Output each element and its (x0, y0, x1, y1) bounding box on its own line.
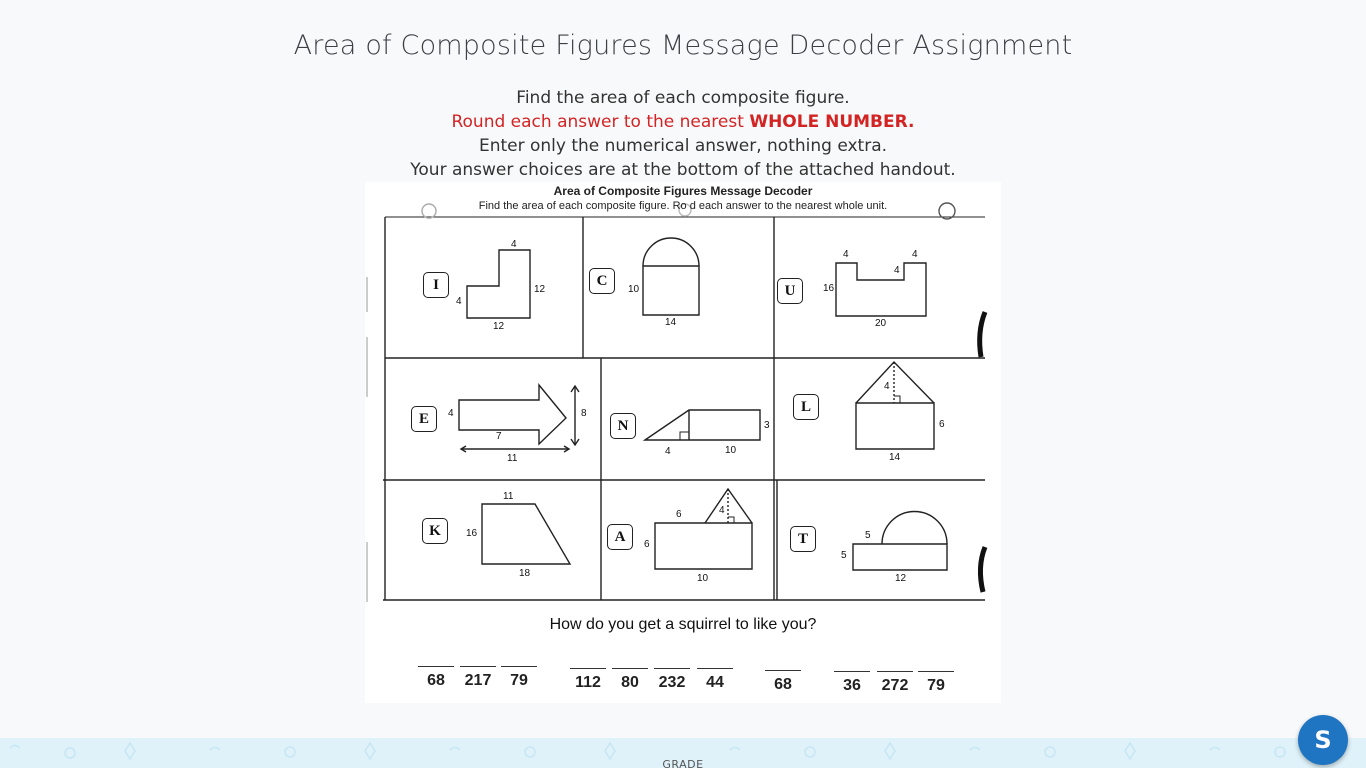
dim-label: 10 (697, 573, 709, 584)
letter-box-a: A (607, 524, 633, 550)
dim-label: 4 (511, 239, 517, 250)
answer-blank: 44 (697, 668, 733, 692)
dim-label: 16 (823, 283, 835, 294)
handout-image (365, 182, 1001, 703)
handout-subtitle: Find the area of each composite figure. Ro d each answer to the nearest whole unit. (478, 200, 888, 212)
letter-box-c: C (589, 268, 615, 294)
dim-label: 6 (644, 539, 650, 550)
dim-label: 6 (676, 509, 682, 520)
dim-label: 4 (448, 408, 454, 419)
help-chat-button[interactable]: S (1298, 715, 1348, 765)
answer-blank: 36 (834, 671, 870, 695)
dim-label: 20 (875, 318, 887, 329)
letter-box-u: U (777, 278, 803, 304)
dim-label: 18 (519, 568, 531, 579)
dim-label: 5 (841, 550, 847, 561)
handout-title: Area of Composite Figures Message Decoder (553, 184, 813, 198)
answer-blank: 68 (418, 666, 454, 690)
letter-box-i: I (423, 272, 449, 298)
dim-label: 8 (581, 408, 587, 419)
dim-label: 12 (895, 573, 907, 584)
dim-label: 10 (628, 284, 640, 295)
letter-box-k: K (422, 518, 448, 544)
dim-label: 11 (507, 453, 518, 464)
instructions (0, 86, 1366, 182)
dim-label: 4 (719, 505, 725, 516)
dim-label: 12 (493, 321, 505, 332)
answer-blank: 80 (612, 668, 648, 692)
answer-blank: 217 (460, 666, 496, 690)
instruction-line-3: Enter only the numerical answer, nothing extra. (478, 136, 888, 156)
dim-label: 14 (889, 452, 901, 463)
dim-label: 3 (764, 420, 770, 431)
instruction-line-1: Find the area of each composite figure. (516, 88, 850, 108)
dim-label: 16 (466, 528, 478, 539)
instruction-line-2-text: Round each answer to the nearest (451, 112, 750, 132)
dim-label: 4 (912, 249, 918, 260)
dim-label: 5 (865, 530, 871, 541)
letter-box-n: N (610, 413, 636, 439)
dim-label: 4 (884, 381, 890, 392)
dim-label: 4 (894, 265, 900, 276)
dim-label: 12 (534, 284, 546, 295)
riddle-question: How do you get a squirrel to like you? (549, 616, 817, 633)
answer-blank: 232 (654, 668, 690, 692)
dim-label: 6 (939, 419, 945, 430)
dim-label: 14 (665, 317, 677, 328)
dim-label: 11 (503, 491, 514, 502)
answer-blank: 68 (765, 670, 801, 694)
letter-box-l: L (793, 394, 819, 420)
grade-footer (0, 738, 1366, 768)
grade-label: GRADE (662, 758, 704, 768)
instruction-line-2-bold: WHOLE NUMBER. (749, 112, 915, 132)
dim-label: 4 (456, 296, 462, 307)
letter-box-t: T (790, 526, 816, 552)
dim-label: 4 (665, 446, 671, 457)
dim-label: 4 (843, 249, 849, 260)
instruction-line-2 (0, 110, 1366, 134)
letter-box-e: E (411, 406, 437, 432)
answer-blank: 79 (918, 671, 954, 695)
answer-blank: 272 (877, 671, 913, 695)
dim-label: 10 (725, 445, 737, 456)
dim-label: 7 (496, 431, 502, 442)
assignment-title: Area of Composite Figures Message Decoder Assignment (293, 30, 1073, 61)
instruction-line-4: Your answer choices are at the bottom of the attached handout. (410, 160, 956, 180)
answer-blank: 79 (501, 666, 537, 690)
answer-blank: 112 (570, 668, 606, 692)
